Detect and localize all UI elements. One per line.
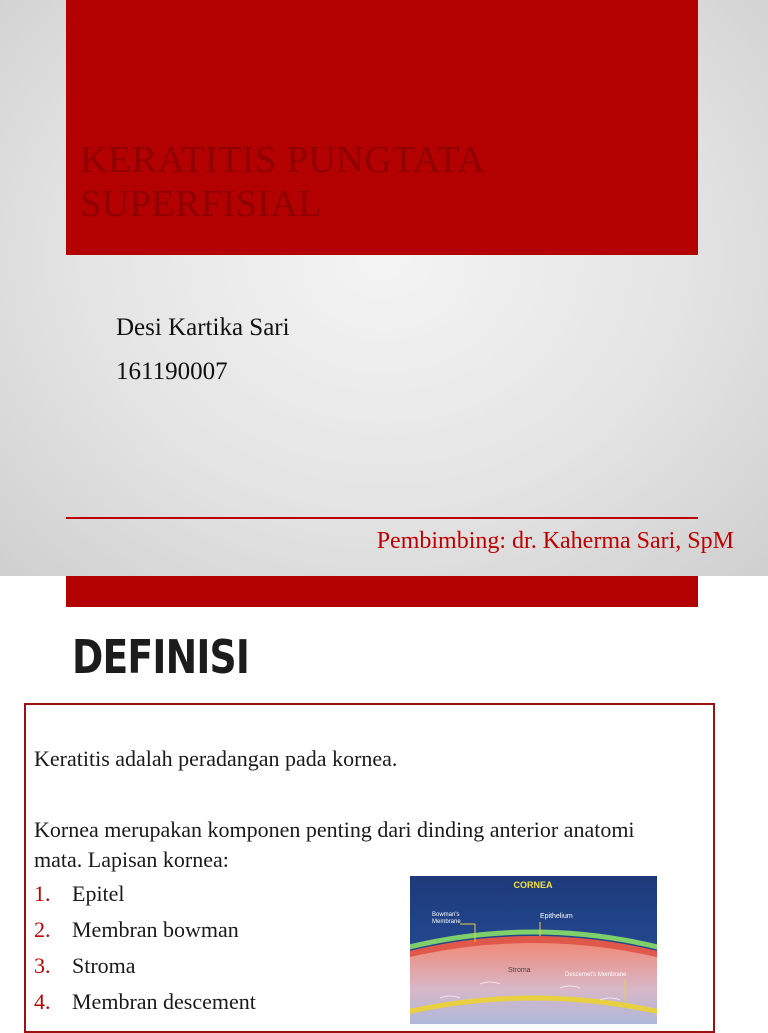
title-line-1: KERATITIS PUNGTATA [80,139,486,181]
list-item: 2. Membran bowman [34,917,239,942]
list-item: 1. Epitel [34,881,125,906]
label-epithelium: Epithelium [540,913,573,920]
student-id: 161190007 [116,358,228,385]
advisor-text: Pembimbing: dr. Kaherma Sari, SpM [376,528,734,554]
author-name: Desi Kartika Sari [116,314,290,341]
label-stroma: Stroma [508,967,531,974]
definition-paragraph: Keratitis adalah peradangan pada kornea. [34,746,398,771]
label-descemet: Descemet's Membrane [565,972,627,978]
cornea-diagram [410,876,657,1024]
diagram-title: CORNEA [513,880,553,890]
title-line-2: SUPERFISIAL [80,183,322,225]
label-bowman-line2: Membrane [432,919,461,925]
list-item: 3. Stroma [34,953,136,978]
cornea-diagram-svg [410,876,657,1024]
label-bowman-line1: Bowman's [432,912,460,918]
divider-line [66,517,698,519]
bottom-band [66,576,698,607]
list-item: 4. Membran descement [34,989,256,1014]
cornea-layer-list [34,876,256,1020]
slide-title [80,138,680,226]
section-heading: DEFINISI [72,630,250,684]
cornea-paragraph: Kornea merupakan komponen penting dari dinding anterior anatomi mata. Lapisan kornea: [34,817,635,872]
